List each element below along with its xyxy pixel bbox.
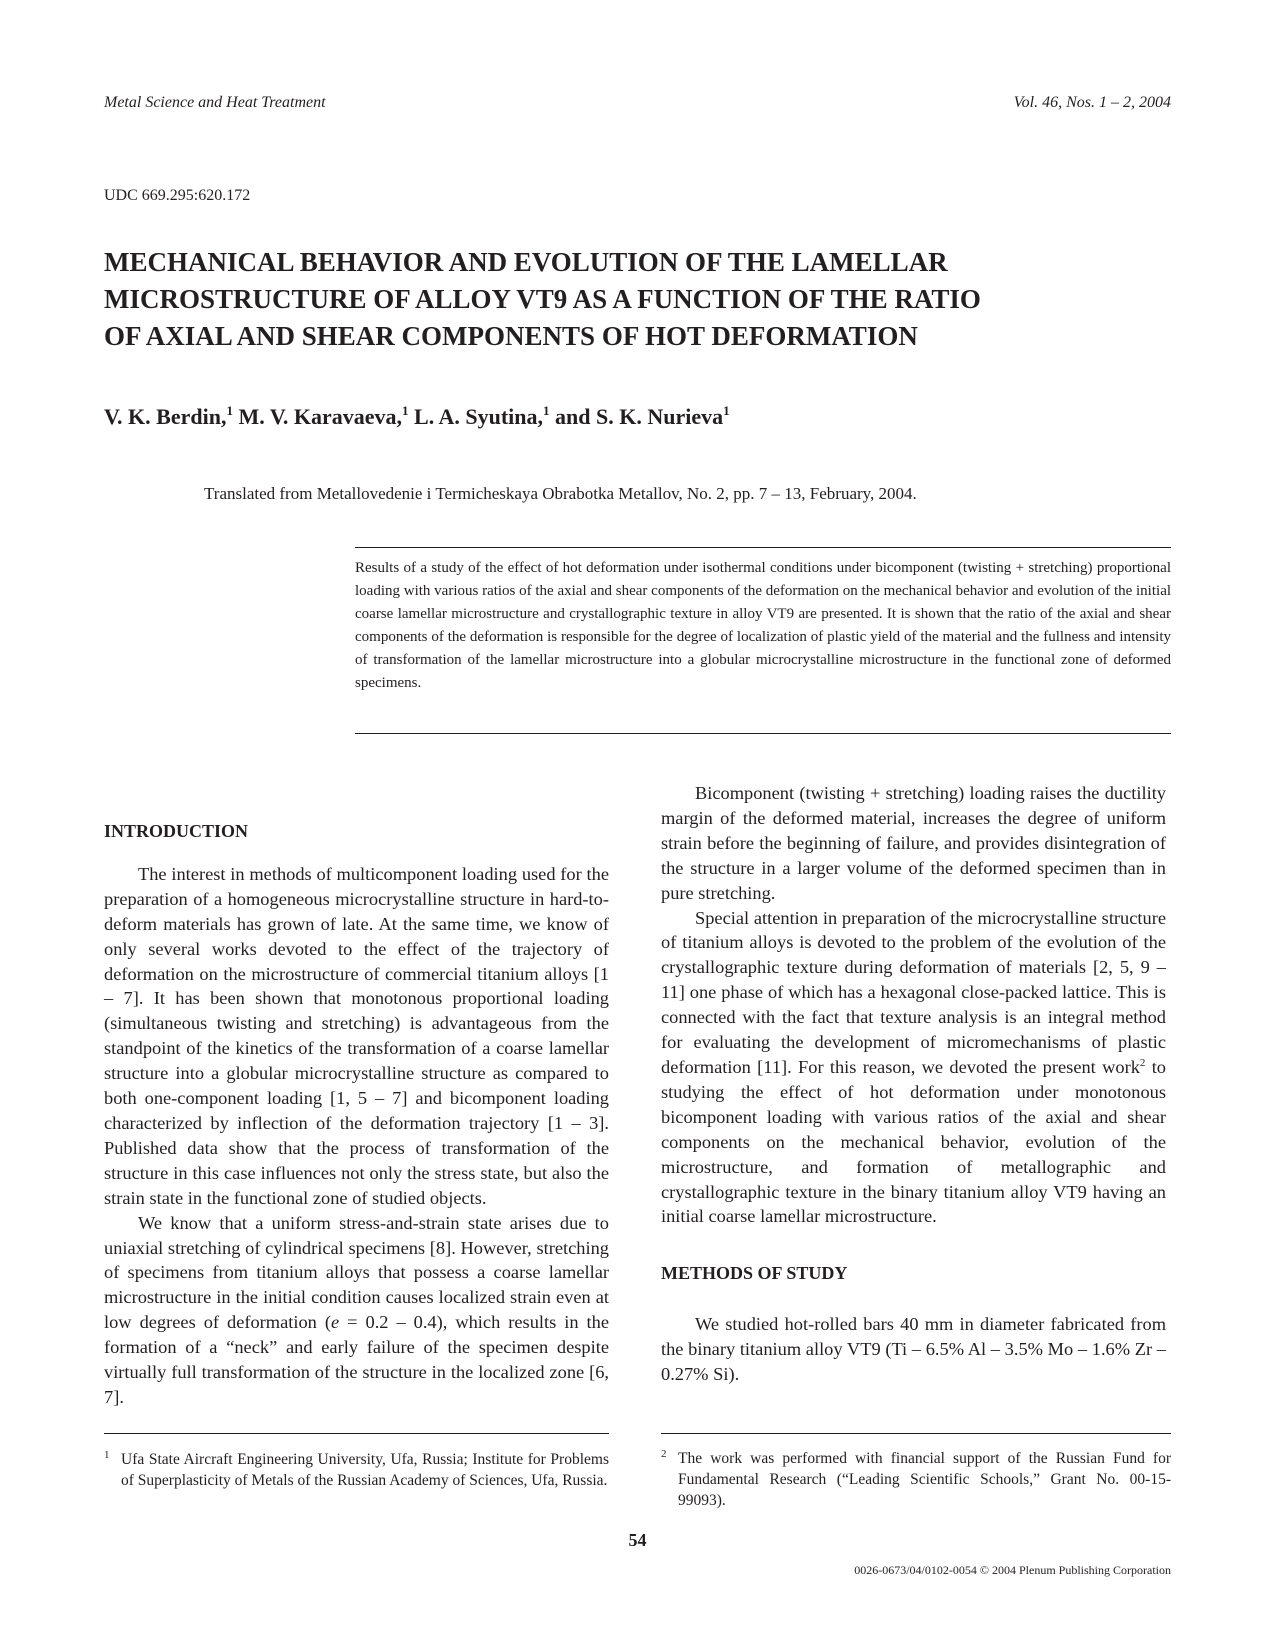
page-number: 54 bbox=[628, 1530, 647, 1550]
author-conjunction: and bbox=[555, 404, 591, 429]
footnote-1 bbox=[104, 1449, 609, 1491]
title-line: MICROSTRUCTURE OF ALLOY VT9 AS A FUNCTION OF THE RATIO bbox=[104, 284, 981, 314]
journal-name: Metal Science and Heat Treatment bbox=[104, 94, 326, 111]
paragraph: Bicomponent (twisting + stretching) loading raises the ductility margin of the deformed material, increases the degree of uniform strain before the beginning of failure, and provides disintegration of the structure in a larger volume of the deformed specimen than in pure stretching. bbox=[661, 783, 1166, 903]
paragraph: The interest in methods of multicomponent loading used for the preparation of a homogeneous microcrystalline structure in hard-to-deform materials has grown of late. At the same time, we know of only several works devoted to the effect of the trajectory of deformation on the microstructure of commercial titanium alloys [1 – 7]. It has been shown that monotonous proportional loading (simultaneous twisting and stretching) is advantageous from the standpoint of the kinetics of the transformation of a coarse lamellar structure into a globular microcrystalline structure as compared to both one-component loading [1, 5 – 7] and bicomponent loading characterized by inflection of the deformation trajectory [1 – 3]. Published data show that the process of transformation of the structure in this case influences not only the stress state, but also the strain state in the functional zone of studied objects. bbox=[104, 863, 609, 1208]
affiliation-mark: 1 bbox=[723, 403, 730, 418]
article-title bbox=[104, 244, 1184, 355]
affiliation-mark: 1 bbox=[226, 403, 233, 418]
paragraph-text: Special attention in preparation of the microcrystalline structure of titanium alloys is devoted to the problem of the evolution of the crystallographic texture during deformation of materials [2, 5, 9 – 11] one phase of which has a hexagonal close-packed lattice. This is connected with the fact that texture analysis is an integral method for evaluating the development of micromechanisms of plastic deformation [11]. For this reason, we devoted the present work bbox=[661, 907, 1166, 1077]
left-column bbox=[104, 819, 609, 1410]
author-name: L. A. Syutina, bbox=[414, 404, 544, 429]
copyright-line: 0026-0673/04/0102-0054 © 2004 Plenum Publishing Corporation bbox=[854, 1563, 1171, 1577]
section-heading: INTRODUCTION bbox=[104, 821, 249, 841]
affiliation-mark: 1 bbox=[543, 403, 550, 418]
paragraph bbox=[661, 906, 1166, 1230]
footnote-text: The work was performed with financial support of the Russian Fund for Fundamental Research (“Leading Scientific Schools,” Grant No. 00-15-99093). bbox=[678, 1450, 1171, 1509]
translation-note: Translated from Metallovedenie i Termicheskaya Obrabotka Metallov, No. 2, pp. 7 – 13, February, 2004. bbox=[204, 484, 917, 503]
volume-info: Vol. 46, Nos. 1 – 2, 2004 bbox=[1013, 94, 1171, 111]
footnote-text: Ufa State Aircraft Engineering University, Ufa, Russia; Institute for Problems of Superplasticity of Metals of the Russian Academy of Sciences, Ufa, Russia. bbox=[121, 1451, 609, 1489]
footnote-2 bbox=[661, 1448, 1171, 1511]
author-list bbox=[104, 404, 730, 430]
footnote-mark: 1 bbox=[104, 1449, 110, 1461]
udc-code: UDC 669.295:620.172 bbox=[104, 187, 251, 204]
variable: e bbox=[331, 1312, 340, 1333]
author-name: M. V. Karavaeva, bbox=[238, 404, 403, 429]
paragraph-text: = 0.2 – 0.4), which results in the formation of a “neck” and early failure of the specimen despite virtually full transformation of the structure in the localized zone [6, 7]. bbox=[104, 1312, 610, 1407]
affiliation-mark: 1 bbox=[402, 403, 409, 418]
author-name: V. K. Berdin, bbox=[104, 404, 227, 429]
title-line: OF AXIAL AND SHEAR COMPONENTS OF HOT DEFORMATION bbox=[104, 321, 918, 351]
abstract-bottom-rule bbox=[355, 733, 1171, 734]
paragraph-text: to studying the effect of hot deformation under monotonous bicomponent loading with various ratios of the axial and shear components on the mechanical behavior, evolution of the microstructure, and formation of metallographic and crystallographic texture in the binary titanium alloy VT9 having an initial coarse lamellar microstructure. bbox=[661, 1056, 1166, 1227]
paragraph: We studied hot-rolled bars 40 mm in diameter fabricated from the binary titanium alloy VT9 (Ti – 6.5% Al – 3.5% Mo – 1.6% Zr – 0.27% Si). bbox=[661, 1314, 1166, 1385]
author-name: S. K. Nurieva bbox=[596, 404, 724, 429]
footnote-rule-left bbox=[104, 1433, 609, 1434]
right-column bbox=[661, 781, 1166, 1387]
footnote-mark: 2 bbox=[661, 1448, 667, 1460]
paragraph bbox=[104, 1211, 609, 1410]
title-line: MECHANICAL BEHAVIOR AND EVOLUTION OF THE LAMELLAR bbox=[104, 247, 948, 277]
paragraph-text: We know that a uniform stress-and-strain state arises due to uniaxial stretching of cylindrical specimens [8]. However, stretching of specimens from titanium alloys that possess a coarse lamellar microstructure in the initial condition causes localized strain even at low degrees of deformation ( bbox=[104, 1212, 609, 1333]
abstract: Results of a study of the effect of hot deformation under isothermal conditions under bicomponent (twisting + stretching) proportional loading with various ratios of the axial and shear components of the deformation on the mechanical behavior and evolution of the initial coarse lamellar microstructure and crystallographic texture in alloy VT9 are presented. It is shown that the ratio of the axial and shear components of the deformation is responsible for the degree of localization of plastic yield of the material and the fullness and intensity of transformation of the lamellar microstructure into a globular microcrystalline microstructure in the functional zone of deformed specimens. bbox=[355, 560, 1172, 691]
footnote-mark: 2 bbox=[1139, 1056, 1146, 1069]
abstract-top-rule bbox=[355, 547, 1171, 548]
section-heading: METHODS OF STUDY bbox=[661, 1263, 848, 1284]
footnote-rule-right bbox=[661, 1433, 1171, 1434]
